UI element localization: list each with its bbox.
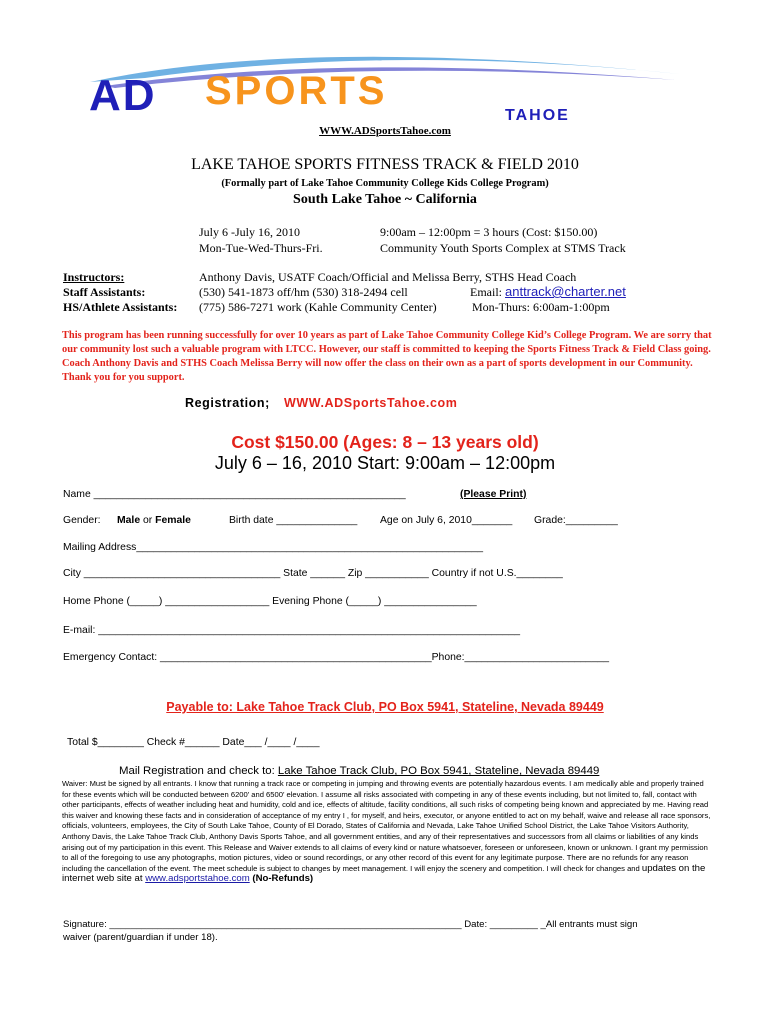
payable-to: Payable to: Lake Tahoe Track Club, PO Box 5941, Stateline, Nevada 89449	[166, 700, 604, 714]
logo-graphic	[85, 34, 685, 124]
email-link[interactable]: anttrack@charter.net	[505, 284, 626, 299]
staff-hours: Mon-Thurs: 6:00am-1:00pm	[472, 300, 610, 314]
please-print-note: (Please Print)	[460, 489, 527, 500]
page-title: LAKE TAHOE SPORTS FITNESS TRACK & FIELD 2010	[191, 156, 579, 173]
birth-date-field[interactable]: Birth date ______________	[229, 515, 358, 526]
phone-fields[interactable]: Home Phone (_____) __________________ Evening Phone (_____) ________________	[63, 596, 477, 607]
payment-fields[interactable]: Total $________ Check #______ Date___ /____ /____	[67, 737, 320, 748]
schedule-time: 9:00am – 12:00pm = 3 hours (Cost: $150.00)	[380, 225, 598, 239]
page-subtitle: (Formally part of Lake Tahoe Community College Kids College Program)	[221, 178, 549, 189]
staff-phones: (530) 541-1873 off/hm (530) 318-2494 cell	[199, 285, 408, 299]
gender-female[interactable]: Female	[155, 515, 191, 526]
staff-email-row	[470, 284, 626, 300]
city-state-zip-field[interactable]: City __________________________________ State ______ Zip ___________ Country if not U.S.________	[63, 568, 563, 579]
staff-assistants-label: Staff Assistants:	[63, 285, 146, 299]
logo-tahoe-text: TAHOE	[505, 107, 570, 124]
program-notice: This program has been running successfully for over 10 years as part of Lake Tahoe Community College Kid’s College Program. We are sorry that our community lost such a valuable program with LTCC. However, our staff is committed to keeping the Sports Fitness Track & Field Class going. Coach Anthony Davis and STHS Coach Melissa Berry will now offer the class on their own as a part of sports development in our Community. Thank you for you support.	[62, 330, 712, 383]
cost-line: Cost $150.00 (Ages: 8 – 13 years old)	[231, 432, 539, 452]
location-heading: South Lake Tahoe ~ California	[293, 192, 477, 207]
signature-field[interactable]: Signature: __________________________________________________________________ Date: _________ _All entrants must sign	[63, 919, 638, 930]
emergency-contact-field[interactable]: Emergency Contact: _______________________________________________Phone:_________________________	[63, 652, 610, 663]
mail-registration	[119, 765, 599, 777]
waiver-no-refunds: (No-Refunds)	[249, 873, 314, 885]
waiver-body: Waiver: Must be signed by all entrants. I know that running a track race or competing in jumping and throwing events are potentially hazardous events. I am medically able and properly trained for these events which will be conducted between 6200’ and 6500’ elevation. I assume all risks associated with competing in any of these events including, but not limited to, fall, contact with other participants, effects of weather including heat and humidity, cold and ice, effects of altitude, facility conditions, all such risks of competing being known and appreciated by me. Having read this waiver and knowing these facts and in consideration of acceptance of my entry I , for myself, and heirs, executor, or anyone entitled to act on my behalf, waive and release all race sponsors, officials, volunteers, employees, the City of South Lake Tahoe, County of El Dorado, States of California and Nevada, Lake Tahoe Unified School District, the Lake Tahoe Visitors Authority, Anthony Davis, the Lake Tahoe Track Club, Anthony Davis Sports Tahoe, and all government entities, and any of their representatives and successors from all claims or liabilities of any kinds arising out of my participation in this event. This Release and Waiver extends to all claims of every kind or nature whatsoever, foreseen or unforeseen, known or unknown. I grant my permission to all of the foregoing to use any photographs, motion pictures, video or sound recordings, or any other record of this event for any legitimate purpose. There are no refunds for any reason including the cancellation of the event. The meet schedule is subject to changes by meet management. I will enjoy the scenery and competition. I will check for changes and	[62, 779, 711, 873]
gender-or: or	[140, 515, 156, 526]
registration-label: Registration;	[185, 396, 270, 410]
schedule-days: Mon-Tue-Wed-Thurs-Fri.	[199, 241, 323, 255]
waiver-updates: updates on the internet web site at	[62, 862, 706, 885]
signature-note: waiver (parent/guardian if under 18).	[63, 932, 218, 943]
waiver-site-link[interactable]: www.adsportstahoe.com	[145, 873, 250, 885]
mail-address: Lake Tahoe Track Club, PO Box 5941, Stateline, Nevada 89449	[277, 765, 600, 777]
staff-work-phone: (775) 586-7271 work (Kahle Community Center)	[199, 300, 437, 314]
schedule-venue: Community Youth Sports Complex at STMS Track	[380, 241, 626, 255]
hs-assistants-label: HS/Athlete Assistants:	[63, 300, 178, 314]
logo-ad-text: AD	[89, 71, 157, 120]
gender-label: Gender:	[63, 515, 101, 526]
gender-options[interactable]	[117, 515, 191, 526]
staff-line-1: Anthony Davis, USATF Coach/Official and Melissa Berry, STHS Head Coach	[199, 270, 577, 284]
mailing-address-field[interactable]: Mailing Address____________________________________________________________	[63, 542, 484, 553]
registration-url[interactable]: WWW.ADSportsTahoe.com	[283, 396, 458, 410]
name-field[interactable]: Name ______________________________________________________	[63, 489, 406, 500]
waiver-text	[62, 779, 714, 885]
grade-field[interactable]: Grade:_________	[534, 515, 618, 526]
email-field[interactable]: E-mail: _________________________________________________________________________	[63, 625, 521, 636]
logo-sports-text: SPORTS	[205, 69, 388, 113]
dates-line: July 6 – 16, 2010 Start: 9:00am – 12:00pm	[214, 453, 556, 473]
age-field[interactable]: Age on July 6, 2010_______	[380, 515, 513, 526]
registration-row	[185, 396, 457, 410]
header-website[interactable]: WWW.ADSportsTahoe.com	[319, 125, 451, 137]
logo	[85, 34, 685, 124]
mail-prefix: Mail Registration and check to:	[119, 765, 278, 777]
schedule-dates: July 6 -July 16, 2010	[199, 225, 301, 239]
email-label: Email:	[470, 285, 505, 299]
instructors-label: Instructors:	[63, 270, 125, 284]
gender-male[interactable]: Male	[117, 515, 141, 526]
